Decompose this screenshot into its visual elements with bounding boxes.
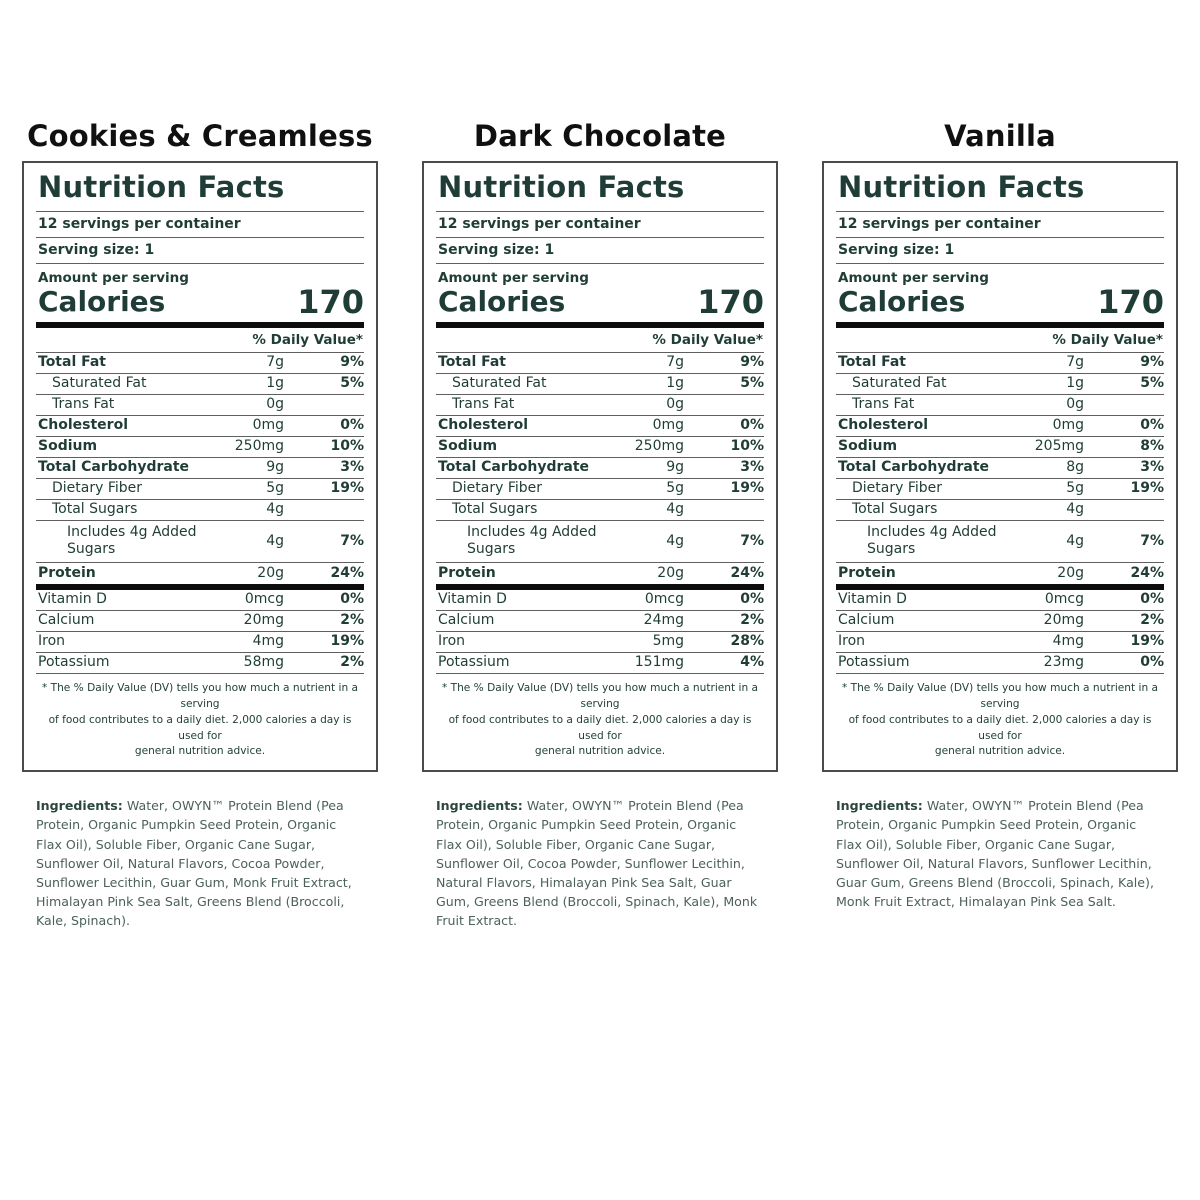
micro-row-calcium (436, 611, 764, 632)
nutrient-label: Potassium (38, 654, 110, 671)
nutrient-row-dietary-fiber (436, 479, 764, 500)
nutrient-row-added-sugars (436, 521, 764, 563)
footnote-line: * The % Daily Value (DV) tells you how much a nutrient in a serving (41, 681, 359, 710)
nutrient-dv: 0% (340, 591, 364, 608)
nutrient-row-total-fat (836, 353, 1164, 374)
micro-row-vitamin-d (36, 590, 364, 611)
nutrient-label: Includes 4g Added Sugars (67, 523, 197, 558)
nutrition-facts-title: Nutrition Facts (838, 170, 1085, 205)
nutrient-label: Total Fat (438, 354, 507, 371)
nutrient-row-sodium (36, 437, 364, 458)
nutrient-amount: 4g (666, 501, 684, 518)
nutrient-label: Total Fat (38, 354, 107, 371)
nutrient-label: Saturated Fat (52, 375, 147, 392)
nutrient-amount: 5g (1066, 480, 1084, 497)
nutrient-label: Sodium (838, 438, 898, 455)
nutrient-row-added-sugars (836, 521, 1164, 563)
nutrient-label: Saturated Fat (452, 375, 547, 392)
nutrient-label: Total Sugars (852, 501, 938, 518)
nutrient-label: Iron (38, 633, 66, 650)
nutrient-amount: 250mg (234, 438, 284, 455)
nutrient-amount: 20mg (243, 612, 284, 629)
nutrient-amount: 250mg (634, 438, 684, 455)
nutrient-dv: 4% (740, 654, 764, 671)
servings-per-container: 12 servings per container (438, 216, 641, 233)
nutrient-row-added-sugars (36, 521, 364, 563)
footnote-line: * The % Daily Value (DV) tells you how much a nutrient in a serving (441, 681, 759, 710)
nutrient-row-saturated-fat (836, 374, 1164, 395)
nutrient-label: Trans Fat (852, 396, 915, 413)
nutrient-amount: 7g (266, 354, 284, 371)
ingredients-paragraph (436, 796, 766, 930)
nutrient-dv: 0% (340, 417, 364, 434)
nutrient-label: Trans Fat (452, 396, 515, 413)
nutrient-dv: 0% (1140, 654, 1164, 671)
nutrient-amount: 0mg (652, 417, 684, 434)
nutrient-dv: 19% (330, 480, 364, 497)
micro-row-potassium (36, 653, 364, 674)
nutrient-dv: 10% (330, 438, 364, 455)
nutrient-row-trans-fat (836, 395, 1164, 416)
serving-size: Serving size: 1 (438, 241, 555, 258)
nutrient-dv: 0% (1140, 591, 1164, 608)
nutrient-label: Includes 4g Added Sugars (867, 523, 997, 558)
nutrient-row-saturated-fat (36, 374, 364, 395)
nutrient-dv: 5% (740, 375, 764, 392)
nutrient-label: Cholesterol (438, 417, 528, 434)
nutrient-amount: 0mcg (244, 591, 284, 608)
nutrient-dv: 8% (1140, 438, 1164, 455)
nutrient-amount: 0g (666, 396, 684, 413)
daily-value-footnote (36, 674, 364, 761)
nutrient-label: Dietary Fiber (52, 480, 143, 497)
nutrient-amount: 7g (1066, 354, 1084, 371)
nutrient-amount: 9g (666, 459, 684, 476)
footnote-line: general nutrition advice. (934, 745, 1066, 758)
calories-label: Calories (38, 285, 166, 319)
nutrient-amount: 4g (1066, 532, 1084, 549)
nutrient-row-trans-fat (436, 395, 764, 416)
nutrient-amount: 5g (266, 480, 284, 497)
footnote-line: general nutrition advice. (134, 745, 266, 758)
nutrient-amount: 4mg (252, 633, 284, 650)
nutrient-dv: 2% (740, 612, 764, 629)
nutrient-row-total-sugars (836, 500, 1164, 521)
nutrient-label: Potassium (438, 654, 510, 671)
nutrient-dv: 2% (340, 612, 364, 629)
nutrient-dv: 19% (730, 480, 764, 497)
nutrition-panel-vanilla (822, 118, 1178, 930)
nutrient-label: Saturated Fat (852, 375, 947, 392)
nutrient-dv: 2% (1140, 612, 1164, 629)
nutrient-amount: 5mg (652, 633, 684, 650)
nutrition-facts-box (422, 161, 778, 772)
nutrient-label: Protein (438, 564, 496, 581)
nutrient-amount: 9g (266, 459, 284, 476)
nutrient-dv: 0% (740, 591, 764, 608)
nutrient-amount: 23mg (1043, 654, 1084, 671)
nutrient-dv: 0% (1140, 417, 1164, 434)
nutrient-dv: 9% (340, 354, 364, 371)
nutrient-amount: 0mcg (1044, 591, 1084, 608)
nutrient-dv: 28% (730, 633, 764, 650)
nutrient-amount: 1g (266, 375, 284, 392)
nutrient-amount: 24mg (643, 612, 684, 629)
calories-row (436, 282, 764, 322)
nutrient-amount: 0mg (252, 417, 284, 434)
amount-per-serving-label: Amount per serving (38, 269, 189, 286)
nutrient-label: Dietary Fiber (852, 480, 943, 497)
calories-row (836, 282, 1164, 322)
nutrient-row-total-carbohydrate (36, 458, 364, 479)
micro-row-potassium (436, 653, 764, 674)
nutrient-dv: 0% (740, 417, 764, 434)
nutrient-amount: 4g (266, 501, 284, 518)
nutrition-panel-dark-chocolate (422, 118, 778, 930)
nutrient-dv: 2% (340, 654, 364, 671)
nutrient-dv: 9% (740, 354, 764, 371)
nutrient-row-sodium (436, 437, 764, 458)
calories-label: Calories (438, 285, 566, 319)
flavor-title: Cookies & Creamless (27, 119, 373, 153)
nutrient-amount: 58mg (243, 654, 284, 671)
ingredients-label: Ingredients: (836, 798, 923, 814)
footnote-line: * The % Daily Value (DV) tells you how much a nutrient in a serving (841, 681, 1159, 710)
micro-row-iron (836, 632, 1164, 653)
flavor-title: Dark Chocolate (473, 119, 727, 153)
nutrition-facts-title: Nutrition Facts (438, 170, 685, 205)
nutrient-amount: 0mcg (644, 591, 684, 608)
micro-row-potassium (836, 653, 1164, 674)
micro-row-vitamin-d (436, 590, 764, 611)
daily-value-footnote (836, 674, 1164, 761)
nutrient-row-total-carbohydrate (436, 458, 764, 479)
daily-value-footnote (436, 674, 764, 761)
calories-label: Calories (838, 285, 966, 319)
nutrient-dv: 3% (740, 459, 764, 476)
calories-row (36, 282, 364, 322)
micro-row-calcium (36, 611, 364, 632)
servings-per-container: 12 servings per container (38, 216, 241, 233)
nutrient-row-total-carbohydrate (836, 458, 1164, 479)
servings-per-container: 12 servings per container (838, 216, 1041, 233)
nutrient-dv: 24% (730, 564, 764, 581)
nutrient-dv: 5% (340, 375, 364, 392)
nutrient-amount: 5g (666, 480, 684, 497)
nutrient-label: Dietary Fiber (452, 480, 543, 497)
nutrient-row-protein (836, 563, 1164, 584)
nutrient-dv: 7% (740, 532, 764, 549)
nutrient-label: Total Sugars (52, 501, 138, 518)
calories-value: 170 (1097, 282, 1164, 321)
nutrient-label: Total Carbohydrate (38, 459, 190, 476)
nutrient-row-cholesterol (836, 416, 1164, 437)
nutrient-label: Calcium (438, 612, 495, 629)
nutrient-row-total-fat (436, 353, 764, 374)
nutrient-label: Total Fat (838, 354, 907, 371)
nutrient-amount: 20g (257, 564, 284, 581)
nutrient-label: Protein (38, 564, 96, 581)
footnote-line: of food contributes to a daily diet. 2,000 calories a day is used for (48, 713, 352, 742)
nutrition-facts-box (22, 161, 378, 772)
nutrient-dv: 19% (1130, 633, 1164, 650)
daily-value-header: % Daily Value* (436, 328, 764, 353)
ingredients-label: Ingredients: (36, 798, 123, 814)
nutrient-amount: 20g (1057, 564, 1084, 581)
nutrient-dv: 24% (330, 564, 364, 581)
footnote-line: of food contributes to a daily diet. 2,000 calories a day is used for (448, 713, 752, 742)
nutrient-amount: 1g (1066, 375, 1084, 392)
nutrient-amount: 4mg (1052, 633, 1084, 650)
nutrient-dv: 24% (1130, 564, 1164, 581)
nutrient-label: Sodium (438, 438, 498, 455)
nutrient-amount: 0g (1066, 396, 1084, 413)
daily-value-header: % Daily Value* (36, 328, 364, 353)
amount-per-serving-label: Amount per serving (438, 269, 589, 286)
nutrient-label: Calcium (838, 612, 895, 629)
nutrient-label: Trans Fat (52, 396, 115, 413)
nutrient-row-dietary-fiber (36, 479, 364, 500)
ingredients-text: Water, OWYN™ Protein Blend (Pea Protein, Organic Pumpkin Seed Protein, Organic Flax Oil), Soluble Fiber, Organic Cane Sugar, Sunflower Oil, Natural Flavors, Cocoa Powder, Sunflower Lecithin, Guar Gum, Monk Fruit Extract, Himalayan Pink Sea Salt, Greens Blend (Broccoli, Kale, Spinach). (36, 798, 352, 929)
nutrient-amount: 8g (1066, 459, 1084, 476)
nutrient-dv: 10% (730, 438, 764, 455)
nutrient-dv: 3% (1140, 459, 1164, 476)
ingredients-text: Water, OWYN™ Protein Blend (Pea Protein, Organic Pumpkin Seed Protein, Organic Flax Oil), Soluble Fiber, Organic Cane Sugar, Sunflower Oil, Natural Flavors, Sunflower Lecithin, Guar Gum, Greens Blend (Broccoli, Spinach, Kale), Monk Fruit Extract, Himalayan Pink Sea Salt. (836, 798, 1154, 909)
nutrient-row-sodium (836, 437, 1164, 458)
micro-row-vitamin-d (836, 590, 1164, 611)
nutrient-label: Cholesterol (38, 417, 128, 434)
nutrient-label: Calcium (38, 612, 95, 629)
nutrient-row-protein (36, 563, 364, 584)
ingredients-text: Water, OWYN™ Protein Blend (Pea Protein, Organic Pumpkin Seed Protein, Organic Flax Oil), Soluble Fiber, Organic Cane Sugar, Sunflower Oil, Cocoa Powder, Sunflower Lecithin, Natural Flavors, Himalayan Pink Sea Salt, Guar Gum, Greens Blend (Broccoli, Spinach, Kale), Monk Fruit Extract. (436, 798, 758, 929)
nutrient-row-total-sugars (36, 500, 364, 521)
nutrient-dv: 19% (1130, 480, 1164, 497)
nutrient-amount: 205mg (1034, 438, 1084, 455)
daily-value-header: % Daily Value* (836, 328, 1164, 353)
nutrient-label: Cholesterol (838, 417, 928, 434)
nutrient-label: Sodium (38, 438, 98, 455)
nutrient-label: Total Carbohydrate (838, 459, 990, 476)
nutrient-row-protein (436, 563, 764, 584)
ingredients-paragraph (36, 796, 366, 930)
footnote-line: general nutrition advice. (534, 745, 666, 758)
nutrient-label: Iron (838, 633, 866, 650)
nutrient-dv: 3% (340, 459, 364, 476)
nutrient-row-total-sugars (436, 500, 764, 521)
nutrient-dv: 7% (340, 532, 364, 549)
nutrient-label: Protein (838, 564, 896, 581)
nutrient-dv: 19% (330, 633, 364, 650)
nutrient-label: Vitamin D (438, 591, 507, 608)
amount-per-serving-label: Amount per serving (838, 269, 989, 286)
nutrient-row-dietary-fiber (836, 479, 1164, 500)
nutrient-amount: 1g (666, 375, 684, 392)
micro-row-iron (436, 632, 764, 653)
nutrition-facts-title: Nutrition Facts (38, 170, 285, 205)
calories-value: 170 (297, 282, 364, 321)
calories-value: 170 (697, 282, 764, 321)
nutrient-label: Iron (438, 633, 466, 650)
nutrient-dv: 9% (1140, 354, 1164, 371)
nutrient-label: Vitamin D (838, 591, 907, 608)
nutrient-amount: 20mg (1043, 612, 1084, 629)
serving-size: Serving size: 1 (838, 241, 955, 258)
nutrient-dv: 5% (1140, 375, 1164, 392)
flavor-title: Vanilla (944, 119, 1056, 153)
nutrient-label: Vitamin D (38, 591, 107, 608)
nutrient-row-cholesterol (436, 416, 764, 437)
nutrient-row-saturated-fat (436, 374, 764, 395)
nutrient-amount: 20g (657, 564, 684, 581)
nutrient-amount: 4g (266, 532, 284, 549)
nutrient-amount: 4g (666, 532, 684, 549)
nutrition-facts-box (822, 161, 1178, 772)
nutrient-row-trans-fat (36, 395, 364, 416)
nutrient-row-cholesterol (36, 416, 364, 437)
nutrient-label: Includes 4g Added Sugars (467, 523, 597, 558)
ingredients-paragraph (836, 796, 1166, 911)
micro-row-calcium (836, 611, 1164, 632)
ingredients-label: Ingredients: (436, 798, 523, 814)
nutrient-dv: 7% (1140, 532, 1164, 549)
nutrient-amount: 4g (1066, 501, 1084, 518)
nutrient-amount: 151mg (634, 654, 684, 671)
nutrient-label: Total Sugars (452, 501, 538, 518)
nutrient-label: Total Carbohydrate (438, 459, 590, 476)
serving-size: Serving size: 1 (38, 241, 155, 258)
nutrient-label: Potassium (838, 654, 910, 671)
nutrition-panel-cookies-creamless (22, 118, 378, 930)
micro-row-iron (36, 632, 364, 653)
footnote-line: of food contributes to a daily diet. 2,000 calories a day is used for (848, 713, 1152, 742)
nutrient-amount: 0g (266, 396, 284, 413)
nutrient-amount: 7g (666, 354, 684, 371)
nutrient-amount: 0mg (1052, 417, 1084, 434)
nutrient-row-total-fat (36, 353, 364, 374)
